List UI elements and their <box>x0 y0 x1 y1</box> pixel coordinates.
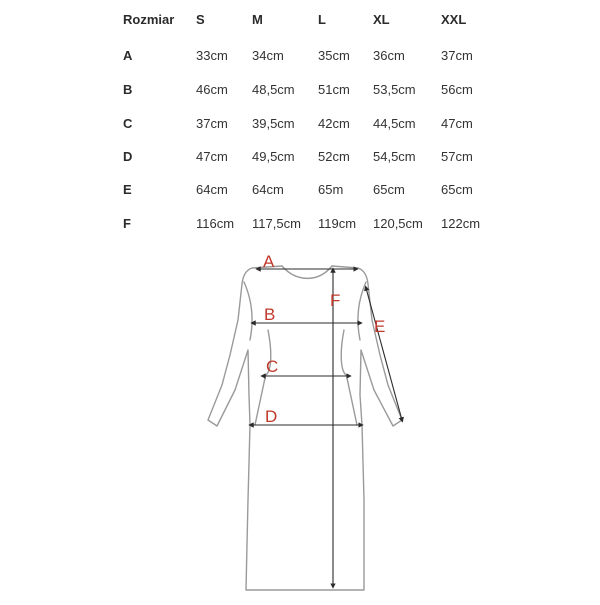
label-d: D <box>265 407 278 426</box>
right-hip-seam <box>347 378 357 425</box>
table-cell: 44,5cm <box>373 116 416 131</box>
measure-e-line <box>366 288 402 420</box>
table-cell: 117,5cm <box>252 216 301 231</box>
table-cell: 35cm <box>318 48 350 63</box>
table-cell: 119cm <box>318 216 357 231</box>
table-cell: 120,5cm <box>373 216 423 231</box>
table-row <box>0 214 600 234</box>
header-xl: XL <box>373 12 390 27</box>
header-m: M <box>252 12 263 27</box>
table-cell: 37cm <box>196 116 228 131</box>
table-cell: 65cm <box>441 182 473 197</box>
table-cell: 65cm <box>373 182 405 197</box>
table-cell: 51cm <box>318 82 350 97</box>
table-cell: 65m <box>318 182 344 197</box>
table-header-row <box>0 10 600 30</box>
table-cell: 49,5cm <box>252 149 295 164</box>
table-cell: 54,5cm <box>373 149 416 164</box>
neckline <box>282 266 332 278</box>
table-row <box>0 114 600 134</box>
header-l: L <box>318 12 326 27</box>
table-cell: 39,5cm <box>252 116 295 131</box>
table-cell: 64cm <box>196 182 228 197</box>
label-c: C <box>266 357 279 376</box>
dress-illustration <box>0 240 600 600</box>
right-dart <box>341 330 346 375</box>
table-row <box>0 46 600 66</box>
label-f: F <box>330 291 341 310</box>
right-armhole <box>358 282 366 340</box>
row-label: F <box>123 216 131 231</box>
table-cell: 34cm <box>252 48 284 63</box>
table-cell: 122cm <box>441 216 481 231</box>
row-label: C <box>123 116 133 131</box>
dress-diagram <box>0 240 600 600</box>
label-e: E <box>374 317 386 336</box>
table-cell: 46cm <box>196 82 228 97</box>
label-b: B <box>264 305 276 324</box>
table-cell: 36cm <box>373 48 405 63</box>
row-label: D <box>123 149 133 164</box>
table-cell: 53,5cm <box>373 82 416 97</box>
table-cell: 57cm <box>441 149 473 164</box>
table-row <box>0 180 600 200</box>
left-hip-seam <box>255 378 265 425</box>
table-cell: 33cm <box>196 48 228 63</box>
table-cell: 42cm <box>318 116 350 131</box>
table-cell: 48,5cm <box>252 82 295 97</box>
row-label: E <box>123 182 132 197</box>
table-cell: 116cm <box>196 216 235 231</box>
header-xxl: XXL <box>441 12 467 27</box>
size-table <box>0 0 600 240</box>
table-cell: 47cm <box>441 116 473 131</box>
header-size: Rozmiar <box>123 12 175 27</box>
row-label: A <box>123 48 133 63</box>
table-cell: 37cm <box>441 48 473 63</box>
table-cell: 47cm <box>196 149 228 164</box>
table-row <box>0 80 600 100</box>
row-label: B <box>123 82 133 97</box>
header-s: S <box>196 12 205 27</box>
table-cell: 64cm <box>252 182 284 197</box>
table-cell: 52cm <box>318 149 350 164</box>
label-a: A <box>263 252 275 271</box>
table-cell: 56cm <box>441 82 473 97</box>
left-armhole <box>244 282 252 340</box>
table-row <box>0 147 600 167</box>
